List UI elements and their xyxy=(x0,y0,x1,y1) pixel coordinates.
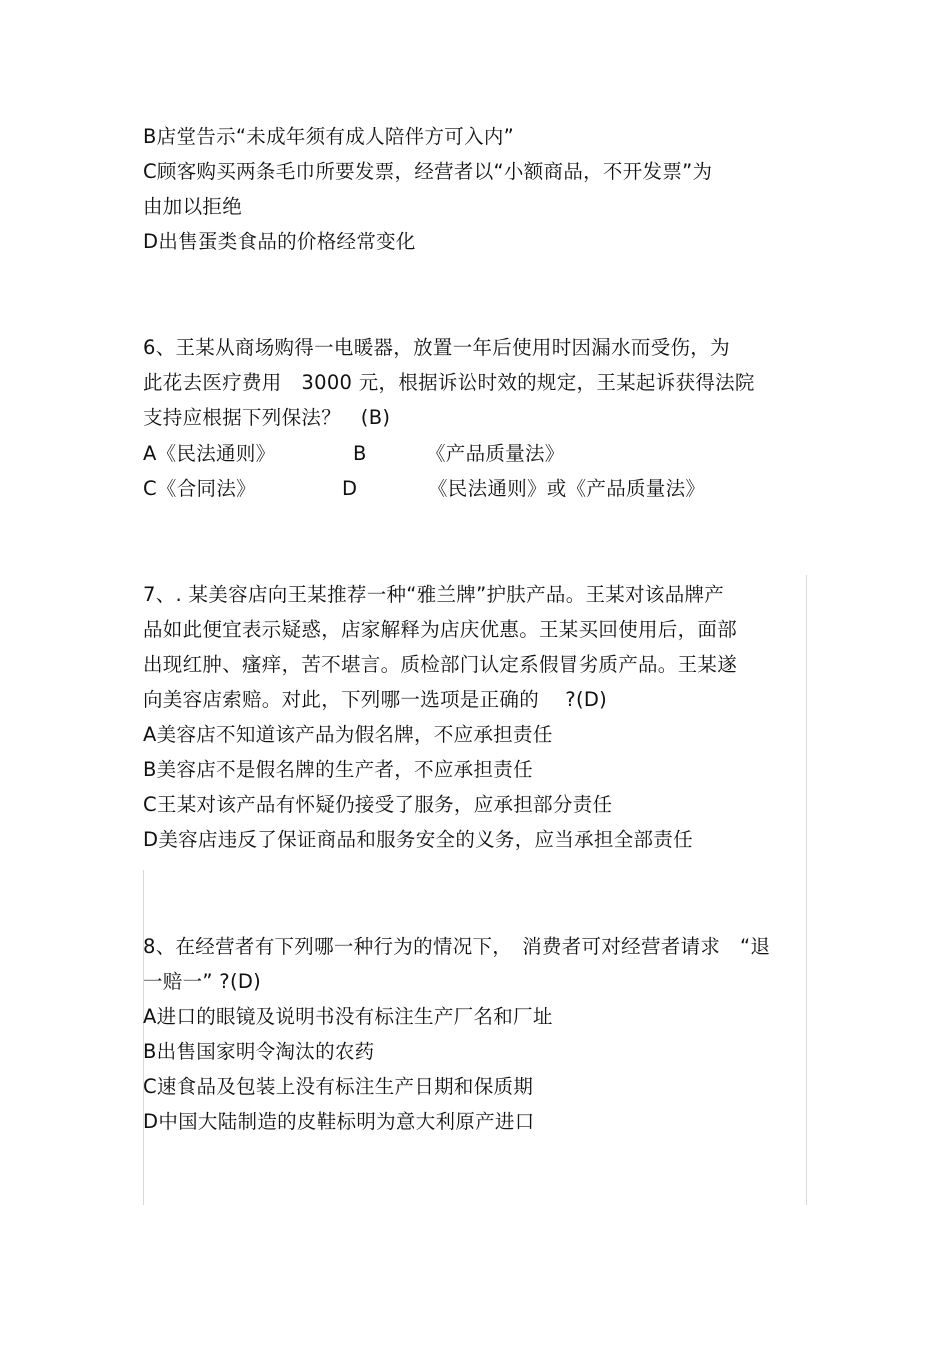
q6-option-b-letter: B xyxy=(353,442,367,465)
q8-stem-line: 一赔一” ?(D) xyxy=(143,970,262,993)
q6-option-d-letter: D xyxy=(342,477,358,500)
q6-option-b-text: 《产品质量法》 xyxy=(426,442,565,465)
q8-option-b: B出售国家明令淘汰的农药 xyxy=(143,1040,375,1063)
q8-option-c: C速食品及包装上没有标注生产日期和保质期 xyxy=(143,1075,534,1098)
q5-option-b: B店堂告示“未成年须有成人陪伴方可入内” xyxy=(143,125,515,148)
q8-option-a: A进口的眼镜及说明书没有标注生产厂名和厂址 xyxy=(143,1005,553,1028)
q6-options-row-2 xyxy=(143,477,793,501)
q8-stem-line: 8、在经营者有下列哪一种行为的情况下， 消费者可对经营者请求 “退 xyxy=(143,935,771,958)
q7-option-b: B美容店不是假名牌的生产者，不应承担责任 xyxy=(143,758,533,781)
q7-option-d: D美容店违反了保证商品和服务安全的义务，应当承担全部责任 xyxy=(143,828,693,851)
page-border-right xyxy=(806,575,807,1205)
q8-option-d: D中国大陆制造的皮鞋标明为意大利原产进口 xyxy=(143,1110,535,1133)
q6-option-d-text: 《民法通则》或《产品质量法》 xyxy=(428,477,706,500)
q6-stem-line: 此花去医疗费用 3000 元，根据诉讼时效的规定，王某起诉获得法院 xyxy=(143,371,755,394)
q6-stem-line: 支持应根据下列保法？ (B) xyxy=(143,406,391,429)
q7-stem-line: 向美容店索赔。对此，下列哪一选项是正确的 ?(D) xyxy=(143,688,608,711)
q5-option-d: D出售蛋类食品的价格经常变化 xyxy=(143,230,416,253)
q6-options-row-1 xyxy=(143,442,793,466)
q6-stem-line: 6、王某从商场购得一电暖器，放置一年后使用时因漏水而受伤，为 xyxy=(143,336,730,359)
q5-option-c: C顾客购买两条毛巾所要发票，经营者以“小额商品，不开发票”为 xyxy=(143,160,713,183)
q6-option-a: A《民法通则》 xyxy=(143,442,276,465)
q7-stem-line: 出现红肿、瘙痒，苦不堪言。质检部门认定系假冒劣质产品。王某遂 xyxy=(143,653,738,676)
q7-stem-line: 7、. 某美容店向王某推荐一种“雅兰牌”护肤产品。王某对该品牌产 xyxy=(143,583,725,606)
q7-stem-line: 品如此便宜表示疑惑，店家解释为店庆优惠。王某买回使用后，面部 xyxy=(143,618,738,641)
page-border-left xyxy=(143,870,144,1205)
q5-option-c-cont: 由加以拒绝 xyxy=(143,195,243,218)
q6-option-c: C《合同法》 xyxy=(143,477,256,500)
q7-option-c: C王某对该产品有怀疑仍接受了服务，应承担部分责任 xyxy=(143,793,613,816)
q7-option-a: A美容店不知道该产品为假名牌，不应承担责任 xyxy=(143,723,553,746)
